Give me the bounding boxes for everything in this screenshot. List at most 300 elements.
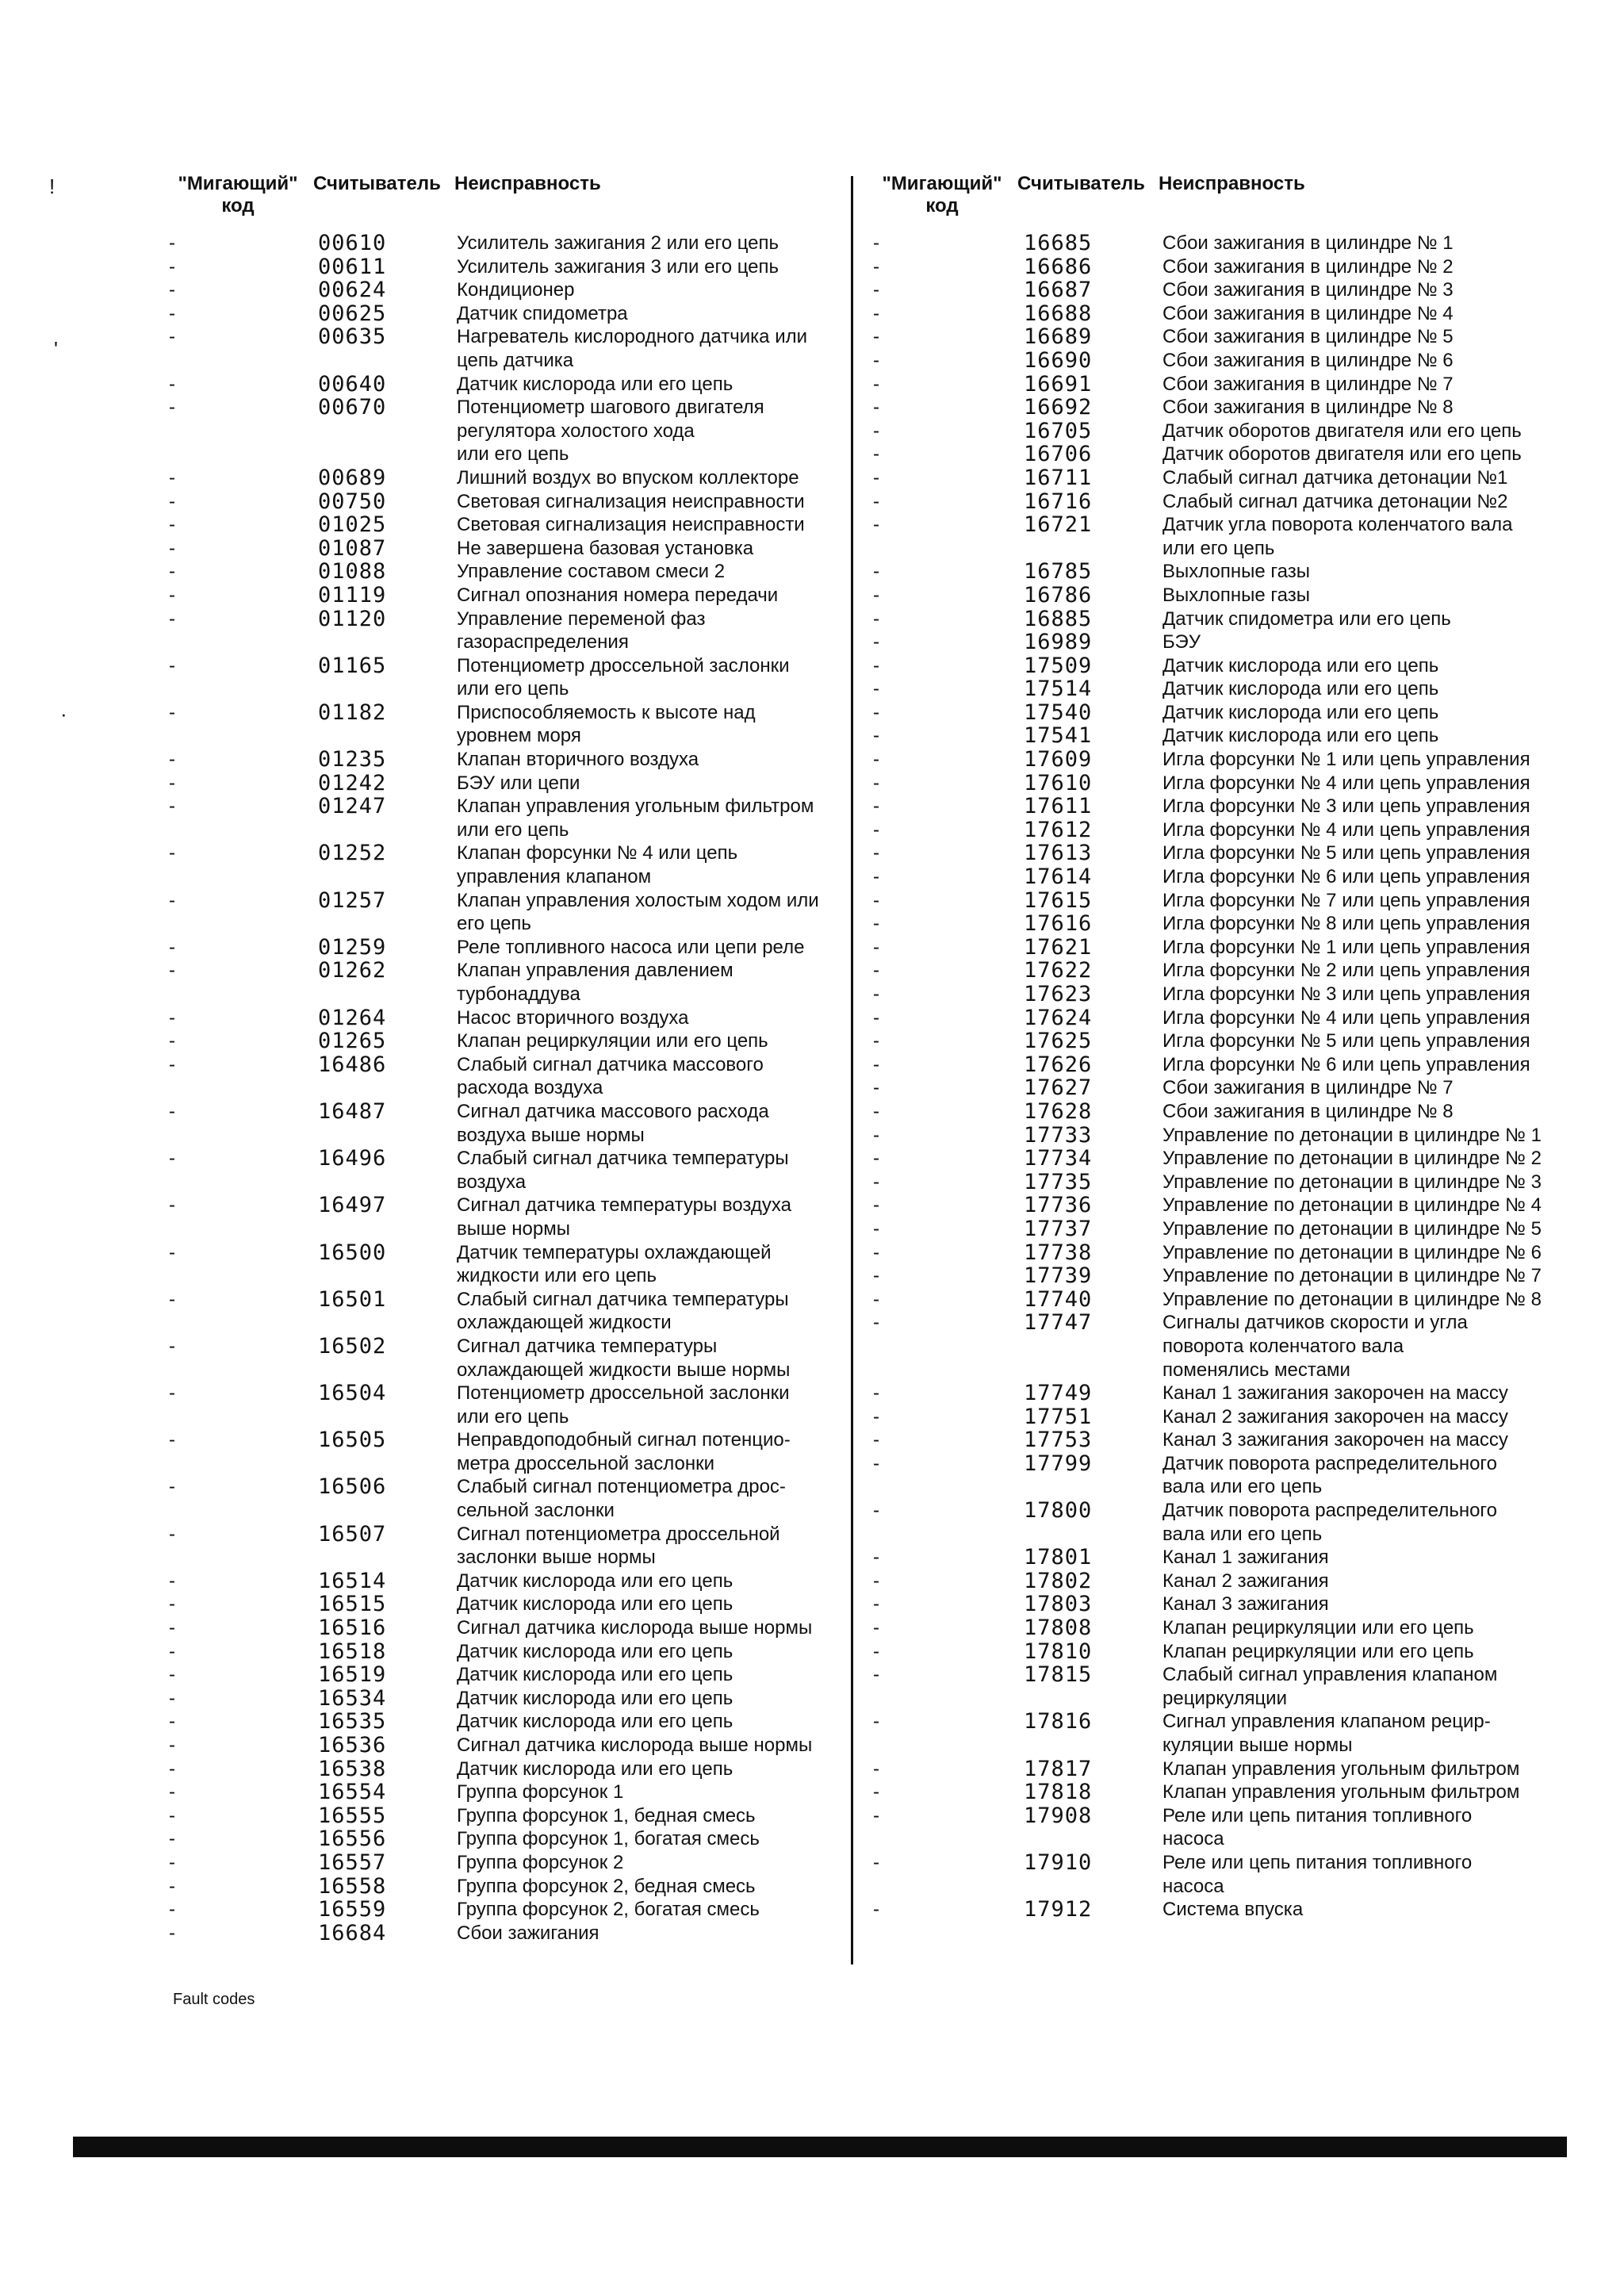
flash-code-cell: - (169, 1429, 175, 1451)
fault-description-cell (449, 1804, 845, 1828)
flash-code-cell: - (873, 818, 879, 841)
flash-code-cell: - (873, 1570, 879, 1592)
fault-description-line: Слабый сигнал датчика температуры (457, 1148, 789, 1170)
flash-code-cell: - (169, 1711, 175, 1733)
table-row (867, 255, 1549, 279)
fault-description-line: Выхлопные газы (1162, 584, 1310, 606)
fault-description-line: Потенциометр дроссельной заслонки (457, 654, 790, 677)
left-table (163, 173, 845, 1945)
reader-code-cell: 17616 (1024, 911, 1093, 937)
fault-description-line: или его цепь (457, 678, 569, 700)
scan-mark: ' (54, 337, 58, 361)
flash-code-cell: - (873, 936, 879, 958)
flash-code-cell: - (873, 795, 879, 818)
flash-code-cell: - (873, 842, 879, 864)
fault-description-cell (1155, 1264, 1549, 1288)
flash-code-cell: - (169, 1241, 175, 1263)
fault-description-cell (1155, 748, 1549, 772)
table-row (867, 1029, 1549, 1053)
reader-code-cell: 17801 (1024, 1545, 1093, 1570)
flash-code-cell: - (169, 1640, 175, 1662)
fault-description-line: Датчик кислорода или его цепь (457, 373, 733, 395)
table-row (163, 490, 845, 514)
fault-description-line: Управление по детонации в цилиндре № 5 (1162, 1217, 1542, 1240)
reader-code-cell: 17514 (1024, 677, 1093, 702)
flash-code-cell: - (873, 326, 879, 348)
fault-description-cell (1155, 772, 1549, 795)
fault-description-line: Канал 1 зажигания (1162, 1547, 1329, 1569)
reader-code-cell: 01265 (318, 1029, 387, 1054)
reader-code-cell: 17626 (1024, 1052, 1093, 1077)
fault-description-line: Управление по детонации в цилиндре № 3 (1162, 1171, 1542, 1193)
fault-description-cell (1155, 959, 1549, 983)
flash-code-cell: - (169, 1781, 175, 1803)
fault-description-line: Игла форсунки № 5 или цепь управления (1162, 842, 1530, 864)
table-row (867, 420, 1549, 443)
table-row (867, 1076, 1549, 1100)
fault-description-line: Игла форсунки № 6 или цепь управления (1162, 1053, 1530, 1075)
table-row (163, 1029, 845, 1053)
table-row (163, 959, 845, 1006)
fault-description-cell (1155, 608, 1549, 631)
fault-description-cell (1155, 1288, 1549, 1312)
fault-description-line: Датчик оборотов двигателя или его цепь (1162, 420, 1522, 442)
flash-code-cell: - (169, 960, 175, 982)
reader-code-cell: 01252 (318, 841, 387, 866)
reader-code-cell: 17740 (1024, 1286, 1093, 1312)
flash-code-cell: - (873, 1171, 879, 1193)
fault-description-line: метра дроссельной заслонки (457, 1452, 714, 1474)
fault-description-line: Сбои зажигания в цилиндре № 7 (1162, 373, 1454, 395)
header-fault: Неисправность (1159, 173, 1305, 194)
fault-description-line: Управление составом смеси 2 (457, 561, 726, 583)
fault-description-cell (1155, 255, 1549, 279)
fault-description-line: Сбои зажигания в цилиндре № 2 (1162, 255, 1454, 278)
flash-code-cell: - (873, 1851, 879, 1873)
reader-code-cell: 17540 (1024, 700, 1093, 725)
reader-code-cell: 16785 (1024, 559, 1093, 585)
flash-code-cell: - (873, 1124, 879, 1146)
fault-description-cell (1155, 1382, 1549, 1405)
flash-code-cell: - (873, 232, 879, 254)
flash-code-cell: - (169, 1828, 175, 1850)
flash-code-cell: - (873, 654, 879, 677)
flash-code-cell: - (873, 1593, 879, 1616)
table-row (867, 1241, 1549, 1265)
fault-description-line: или его цепь (457, 443, 569, 466)
fault-description-line: Датчик оборотов двигателя или его цепь (1162, 443, 1522, 466)
header-flash-code: "Мигающий" код (178, 173, 298, 217)
flash-code-cell: - (873, 1617, 879, 1639)
flash-code-cell: - (169, 1100, 175, 1122)
reader-code-cell: 17736 (1024, 1193, 1093, 1218)
table-row (867, 278, 1549, 302)
table-row (867, 772, 1549, 795)
flash-code-cell: - (873, 1030, 879, 1052)
fault-description-cell (1155, 490, 1549, 514)
table-row (163, 1570, 845, 1593)
table-row (867, 1124, 1549, 1148)
table-row (867, 584, 1549, 608)
reader-code-cell: 00610 (318, 231, 387, 255)
flash-code-cell: - (169, 561, 175, 583)
fault-description-cell (449, 1898, 845, 1922)
flash-code-cell: - (873, 1241, 879, 1263)
fault-description-line: Игла форсунки № 1 или цепь управления (1162, 936, 1530, 958)
reader-code-cell: 17614 (1024, 864, 1093, 890)
fault-description-line: Датчик кислорода или его цепь (457, 1640, 733, 1662)
reader-code-cell: 00689 (318, 465, 387, 490)
table-row (867, 513, 1549, 560)
fault-description-cell (449, 959, 845, 1006)
fault-description-line: Датчик спидометра (457, 302, 628, 324)
fault-description-cell (449, 608, 845, 654)
flash-code-cell: - (873, 678, 879, 700)
table-row (163, 560, 845, 584)
reader-code-cell: 17817 (1024, 1756, 1093, 1781)
reader-code-cell: 16518 (318, 1639, 387, 1664)
fault-description-cell (1155, 983, 1549, 1006)
flash-code-cell: - (873, 1288, 879, 1310)
reader-code-cell: 16535 (318, 1709, 387, 1734)
table-row (867, 912, 1549, 936)
fault-description-line: насоса (1162, 1875, 1224, 1897)
fault-description-cell (449, 1147, 845, 1194)
fault-description-line: Канал 2 зажигания (1162, 1570, 1329, 1592)
fault-description-line: Датчик кислорода или его цепь (457, 1664, 733, 1686)
reader-code-cell: 17747 (1024, 1310, 1093, 1336)
fault-description-cell (449, 325, 845, 372)
table-row (867, 443, 1549, 466)
table-row (867, 396, 1549, 420)
reader-code-cell: 16501 (318, 1286, 387, 1312)
fault-description-cell (449, 1335, 845, 1382)
flash-code-cell: - (873, 397, 879, 419)
flash-code-cell: - (169, 584, 175, 606)
flash-code-cell: - (169, 1030, 175, 1052)
fault-description-line: куляции выше нормы (1162, 1734, 1353, 1756)
fault-description-cell (449, 1475, 845, 1522)
fault-description-line: Клапан рециркуляции или его цепь (1162, 1640, 1474, 1662)
reader-code-cell: 01088 (318, 559, 387, 585)
reader-code-cell: 17624 (1024, 1005, 1093, 1030)
fault-description-line: Лишний воздух во впуском коллекторе (457, 466, 799, 489)
fault-description-line: Группа форсунок 1, богатая смесь (457, 1828, 760, 1850)
fault-description-line: Датчик спидометра или его цепь (1162, 608, 1451, 630)
fault-description-line: Канал 3 зажигания закорочен на массу (1162, 1429, 1508, 1451)
flash-code-cell: - (873, 1148, 879, 1170)
table-row (867, 983, 1549, 1006)
flash-code-cell: - (873, 749, 879, 771)
fault-description-cell (1155, 466, 1549, 490)
fault-description-line: Потенциометр шагового двигателя (457, 397, 764, 419)
fault-description-line: Группа форсунок 2 (457, 1851, 624, 1873)
flash-code-cell: - (169, 302, 175, 324)
fault-description-line: Группа форсунок 2, бедная смесь (457, 1875, 756, 1897)
flash-code-cell: - (169, 1148, 175, 1170)
table-row (163, 1194, 845, 1240)
fault-description-cell (449, 1780, 845, 1804)
reader-code-cell: 17910 (1024, 1849, 1093, 1875)
fault-description-line: Датчик кислорода или его цепь (457, 1757, 733, 1780)
fault-description-cell (449, 936, 845, 960)
fault-description-cell (449, 748, 845, 772)
fault-description-cell (1155, 373, 1549, 397)
flash-code-cell: - (873, 1711, 879, 1733)
fault-description-cell (449, 1710, 845, 1734)
fault-description-line: Сбои зажигания в цилиндре № 7 (1162, 1077, 1454, 1099)
flash-code-cell: - (169, 1476, 175, 1498)
flash-code-cell: - (873, 1664, 879, 1686)
flash-code-cell: - (169, 1523, 175, 1545)
fault-description-line: Управление по детонации в цилиндре № 1 (1162, 1124, 1542, 1146)
reader-code-cell: 16505 (318, 1428, 387, 1453)
flash-code-cell: - (169, 255, 175, 278)
fault-description-cell (449, 1428, 845, 1475)
table-row (163, 1053, 845, 1100)
reader-code-cell: 17816 (1024, 1709, 1093, 1734)
fault-description-line: насоса (1162, 1828, 1224, 1850)
flash-code-cell: - (169, 1757, 175, 1780)
fault-description-line: Насос вторичного воздуха (457, 1006, 689, 1029)
table-row (163, 654, 845, 701)
fault-description-cell (449, 1593, 845, 1616)
flash-code-cell: - (169, 373, 175, 395)
header-reader: Считыватель (1017, 173, 1145, 194)
table-row (163, 1241, 845, 1288)
reader-code-cell: 17737 (1024, 1216, 1093, 1241)
reader-code-cell: 01025 (318, 512, 387, 538)
flash-code-cell: - (169, 1335, 175, 1357)
reader-code-cell: 17734 (1024, 1146, 1093, 1171)
flash-code-cell: - (169, 232, 175, 254)
reader-code-cell: 17611 (1024, 794, 1093, 819)
fault-description-line: Датчик кислорода или его цепь (1162, 654, 1439, 677)
fault-description-line: Датчик поворота распределительного (1162, 1452, 1498, 1474)
table-header (867, 173, 1549, 228)
fault-description-cell (449, 302, 845, 326)
fault-description-line: выше нормы (457, 1217, 570, 1240)
reader-code-cell: 17753 (1024, 1428, 1093, 1453)
fault-description-line: Приспособляемость к высоте над (457, 701, 756, 723)
flash-code-cell: - (873, 1405, 879, 1428)
flash-code-cell: - (169, 936, 175, 958)
fault-description-cell (1155, 1546, 1549, 1570)
fault-description-line: Управление по детонации в цилиндре № 8 (1162, 1288, 1542, 1310)
table-row (867, 1288, 1549, 1312)
flash-code-cell: - (169, 608, 175, 630)
fault-description-line: Игла форсунки № 3 или цепь управления (1162, 983, 1530, 1005)
fault-description-line: заслонки выше нормы (457, 1547, 656, 1569)
flash-code-cell: - (169, 1570, 175, 1592)
fault-description-line: цепь датчика (457, 349, 574, 371)
flash-code-cell: - (873, 1077, 879, 1099)
table-row (163, 1922, 845, 1945)
table-row (163, 841, 845, 888)
reader-code-cell: 01259 (318, 934, 387, 960)
reader-code-cell: 16536 (318, 1733, 387, 1757)
reader-code-cell: 16500 (318, 1240, 387, 1265)
fault-description-line: Кондиционер (457, 279, 575, 301)
fault-description-cell (449, 1194, 845, 1240)
fault-description-cell (1155, 1780, 1549, 1804)
table-row (163, 701, 845, 748)
table-row (867, 325, 1549, 349)
fault-description-cell (449, 1382, 845, 1428)
fault-description-cell (1155, 1757, 1549, 1781)
fault-description-line: Нагреватель кислородного датчика или (457, 326, 808, 348)
fault-description-cell (1155, 420, 1549, 443)
fault-description-cell (1155, 631, 1549, 654)
table-row (867, 232, 1549, 255)
fault-description-line: Сигнал опознания номера передачи (457, 584, 779, 606)
fault-description-cell (449, 1029, 845, 1053)
table-row (867, 631, 1549, 654)
fault-description-cell (1155, 1241, 1549, 1265)
reader-code-cell: 00750 (318, 489, 387, 514)
reader-code-cell: 17751 (1024, 1404, 1093, 1429)
fault-description-line: охлаждающей жидкости (457, 1312, 672, 1334)
fault-description-line: Группа форсунок 2, богатая смесь (457, 1899, 760, 1921)
flash-code-cell: - (873, 1452, 879, 1474)
fault-description-cell (1155, 677, 1549, 701)
flash-code-cell: - (169, 1053, 175, 1075)
table-row (163, 1100, 845, 1147)
table-row (867, 302, 1549, 326)
reader-code-cell: 16685 (1024, 231, 1093, 255)
fault-description-line: Игла форсунки № 4 или цепь управления (1162, 818, 1530, 841)
fault-description-cell (1155, 1851, 1549, 1898)
fault-description-cell (1155, 1499, 1549, 1546)
fault-description-line: Группа форсунок 1 (457, 1781, 624, 1803)
fault-description-line: Игла форсунки № 8 или цепь управления (1162, 913, 1530, 935)
flash-code-cell: - (873, 701, 879, 723)
table-row (867, 1053, 1549, 1077)
table-row (163, 889, 845, 936)
flash-code-cell: - (873, 631, 879, 654)
fault-description-line: Управление по детонации в цилиндре № 2 (1162, 1148, 1542, 1170)
fault-description-cell (1155, 1405, 1549, 1429)
table-row (867, 1499, 1549, 1546)
table-row (867, 1851, 1549, 1898)
fault-description-line: поменялись местами (1162, 1359, 1350, 1381)
fault-description-line: Сбои зажигания в цилиндре № 3 (1162, 279, 1454, 301)
flash-code-cell: - (873, 983, 879, 1005)
fault-description-cell (449, 1640, 845, 1664)
fault-description-cell (1155, 1076, 1549, 1100)
table-row (867, 818, 1549, 842)
table-row (163, 608, 845, 654)
fault-description-cell (449, 795, 845, 841)
fault-description-line: Сбои зажигания (457, 1922, 599, 1944)
reader-code-cell: 16556 (318, 1826, 387, 1852)
fault-description-cell (1155, 1147, 1549, 1171)
fault-description-line: Датчик кислорода или его цепь (457, 1593, 733, 1616)
reader-code-cell: 16555 (318, 1803, 387, 1828)
flash-code-cell: - (873, 420, 879, 442)
left-rows (163, 232, 845, 1945)
table-row (867, 724, 1549, 748)
table-row (163, 232, 845, 255)
fault-description-cell (1155, 443, 1549, 466)
fault-description-line: Канал 1 зажигания закорочен на массу (1162, 1382, 1508, 1405)
table-row (867, 1147, 1549, 1171)
table-row (163, 1827, 845, 1851)
table-row (163, 325, 845, 372)
fault-description-cell (1155, 1053, 1549, 1077)
reader-code-cell: 16690 (1024, 347, 1093, 373)
reader-code-cell: 01247 (318, 794, 387, 819)
fault-description-line: охлаждающей жидкости выше нормы (457, 1359, 791, 1381)
fault-description-cell (449, 1851, 845, 1875)
fault-description-line: воздуха (457, 1171, 527, 1193)
fault-description-cell (1155, 1452, 1549, 1499)
fault-description-line: или его цепь (1162, 537, 1275, 559)
fault-description-cell (1155, 1804, 1549, 1851)
fault-description-cell (1155, 1640, 1549, 1664)
fault-description-line: Датчик поворота распределительного (1162, 1500, 1498, 1522)
fault-description-line: Клапан управления давлением (457, 960, 733, 982)
table-row (867, 1780, 1549, 1804)
table-row (867, 560, 1549, 584)
reader-code-cell: 17621 (1024, 934, 1093, 960)
fault-description-cell (1155, 1663, 1549, 1710)
flash-code-cell: - (169, 397, 175, 419)
reader-code-cell: 16515 (318, 1592, 387, 1617)
fault-description-cell (1155, 349, 1549, 373)
fault-description-line: Реле топливного насоса или цепи реле (457, 936, 805, 958)
fault-description-cell (449, 537, 845, 561)
fault-description-cell (449, 1663, 845, 1687)
table-row (867, 373, 1549, 397)
reader-code-cell: 01264 (318, 1005, 387, 1030)
fault-description-line: Игла форсунки № 4 или цепь управления (1162, 772, 1530, 794)
fault-description-cell (1155, 325, 1549, 349)
fault-description-line: Система впуска (1162, 1899, 1304, 1921)
fault-description-line: Датчик кислорода или его цепь (1162, 678, 1439, 700)
table-row (867, 1217, 1549, 1241)
table-row (867, 1194, 1549, 1217)
table-row (163, 255, 845, 279)
table-row (867, 1452, 1549, 1499)
flash-code-cell: - (873, 561, 879, 583)
fault-description-line: Сигнал датчика температуры (457, 1335, 718, 1357)
fault-description-line: Клапан управления угольным фильтром (1162, 1781, 1520, 1803)
fault-description-line: Не завершена базовая установка (457, 537, 754, 559)
fault-description-cell (1155, 1029, 1549, 1053)
table-row (867, 1640, 1549, 1664)
flash-code-cell: - (873, 1053, 879, 1075)
fault-description-cell (449, 396, 845, 466)
table-row (163, 513, 845, 537)
flash-code-cell: - (873, 490, 879, 512)
fault-description-cell (1155, 889, 1549, 913)
reader-code-cell: 17912 (1024, 1897, 1093, 1922)
flash-code-cell: - (169, 1382, 175, 1405)
table-row (163, 466, 845, 490)
fault-description-cell (1155, 1194, 1549, 1217)
table-row (867, 1593, 1549, 1616)
fault-description-line: Слабый сигнал датчика детонации №1 (1162, 466, 1508, 489)
reader-code-cell: 00611 (318, 254, 387, 279)
table-row (867, 1804, 1549, 1851)
flash-code-cell: - (169, 1734, 175, 1756)
fault-description-line: Слабый сигнал управления клапаном (1162, 1664, 1498, 1686)
table-row (163, 1780, 845, 1804)
reader-code-cell: 16989 (1024, 630, 1093, 655)
reader-code-cell: 00670 (318, 395, 387, 420)
reader-code-cell: 01242 (318, 770, 387, 795)
